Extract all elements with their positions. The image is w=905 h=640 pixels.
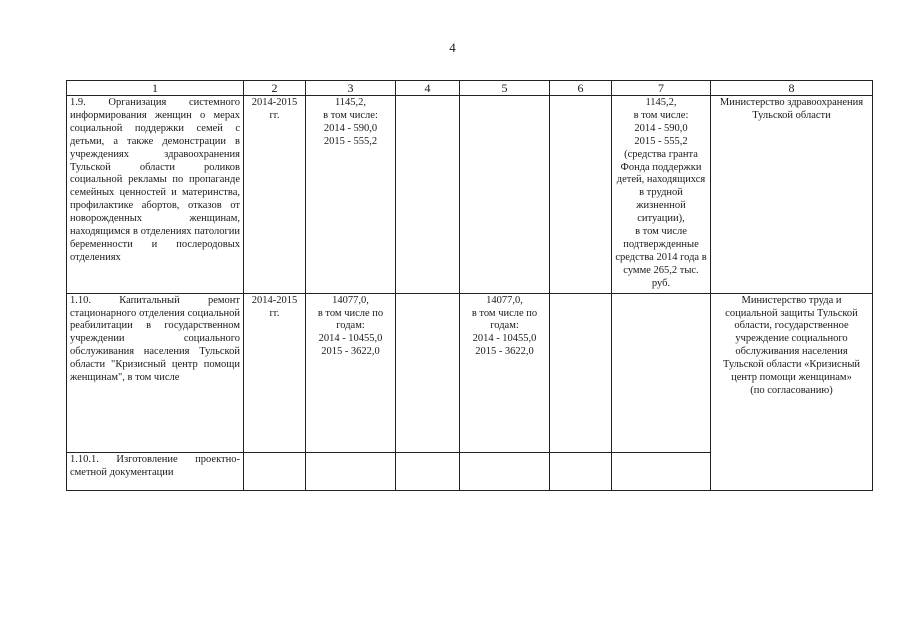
col6-cell [550,96,612,294]
total-funding-cell [306,452,396,490]
col6-cell [550,452,612,490]
col6-cell [550,293,612,452]
period-cell [244,452,306,490]
col5-cell [460,452,550,490]
col-header-5: 5 [460,81,550,96]
responsible-cell: Министерство здравоохранения Тульской области [711,96,873,294]
col-header-6: 6 [550,81,612,96]
table-row-1-10 [67,293,873,452]
grant-funding-cell: 1145,2, в том числе: 2014 - 590,0 2015 - 555,2 (средства гранта Фонда поддержки детей, находящихся в трудной жизненной ситуации), в том числе подтвержденные средства 2014 года в сумме 265,2 тыс. руб. [612,96,711,294]
regional-funding-cell: 14077,0, в том числе по годам: 2014 - 10455,0 2015 - 3622,0 [460,293,550,452]
page-number: 4 [449,40,456,55]
period-cell: 2014-2015 гг. [244,293,306,452]
total-funding-cell: 1145,2, в том числе: 2014 - 590,0 2015 - 555,2 [306,96,396,294]
activity-cell: 1.10.1. Изготовление проектно-сметной документации [67,452,244,490]
program-table [66,80,873,491]
total-funding-cell: 14077,0, в том числе по годам: 2014 - 10455,0 2015 - 3622,0 [306,293,396,452]
col4-cell [396,293,460,452]
period-cell: 2014-2015 гг. [244,96,306,294]
col-header-3: 3 [306,81,396,96]
col7-cell [612,452,711,490]
col4-cell [396,96,460,294]
col-header-7: 7 [612,81,711,96]
col-header-8: 8 [711,81,873,96]
col-header-4: 4 [396,81,460,96]
col-header-2: 2 [244,81,306,96]
col4-cell [396,452,460,490]
activity-cell: 1.10. Капитальный ремонт стационарного отделения социальной реабилитации в государственном учреждении социального обслуживания населения Тульской области "Кризисный центр помощи женщинам", в том числе [67,293,244,452]
responsible-cell: Министерство труда и социальной защиты Тульской области, государственное учреждение социального обслуживания населения Тульской области «Кризисный центр помощи женщинам» (по согласованию) [711,293,873,490]
col5-cell [460,96,550,294]
col7-cell [612,293,711,452]
activity-cell: 1.9. Организация системного информирования женщин о мерах социальной поддержки семей с детьми, а также демонстрации в учреждениях здравоохранения Тульской области роликов социальной рекламы по пропаганде семейных ценностей и материнства, профилактике абортов, отказов от новорожденных женщинам, находящимся в отделениях патологии беременности и послеродовых отделениях [67,96,244,294]
header-row [67,81,873,96]
col-header-1: 1 [67,81,244,96]
table-row-1-9 [67,96,873,294]
